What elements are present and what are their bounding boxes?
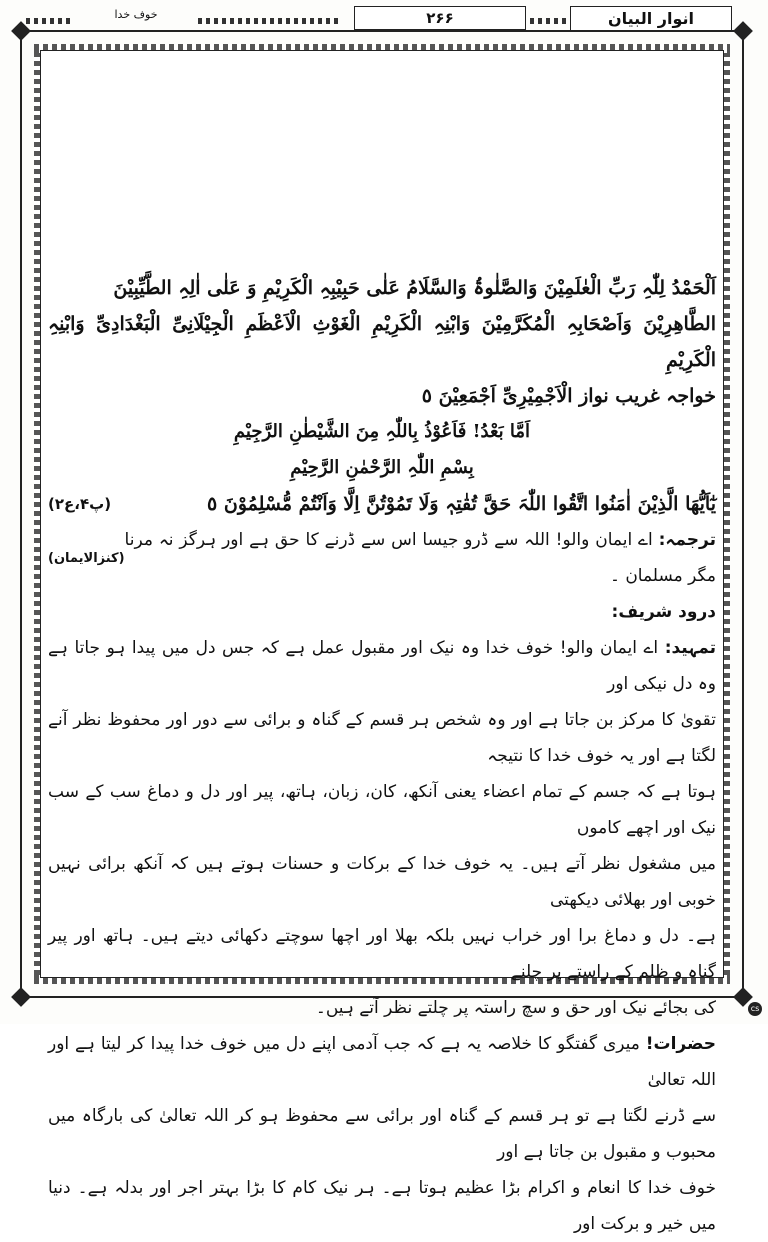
bismillah: بِسْمِ اللّٰہِ الرَّحْمٰنِ الرَّحِیْمِ: [290, 457, 474, 478]
hazrat-line-2: سے ڈرنے لگتا ہے تو ہر قسم کے گناہ اور برائی سے محفوظ ہو کر اللہ تعالیٰ کی بارگاہ میں محبوب و مقبول بن جاتا ہے اور: [48, 1106, 716, 1162]
page-header: [26, 4, 738, 32]
intro-line-1: [48, 630, 716, 702]
translation-row: [48, 522, 716, 594]
header-ornament-right: [530, 18, 570, 24]
intro-label: تمہید:: [664, 638, 716, 658]
opening-line-1: اَلْحَمْدُ لِلّٰہِ رَبِّ الْعٰلَمِیْنَ وَالصَّلٰوۃُ وَالسَّلَامُ عَلٰی حَبِیْبِہِ الْکَرِیْمِ وَ عَلٰی اٰلِہِ الطَّیِّبِیْنَ: [113, 277, 716, 299]
hazrat-label: حضرات!: [645, 1034, 717, 1054]
book-title: انوار البیان: [570, 6, 732, 31]
translation-source: (کنزالایمان): [48, 550, 125, 566]
intro-line-5: ہے۔ دل و دماغ برا اور خراب نہیں بلکہ بھلا اور اچھا سوچتے دکھائی دیتے ہیں۔ ہاتھ اور پیر گناہ و ظلم کے راستے پر چلنے: [48, 926, 716, 982]
hazrat-text: میری گفتگو کا خلاصہ یہ ہے کہ جب آدمی اپنے دل میں خوف خدا پیدا کر لیتا ہے اور اللہ تعالیٰ: [48, 1034, 716, 1090]
translation-label: ترجمہ:: [658, 530, 716, 550]
intro-text: اے ایمان والو! خوف خدا وہ نیک اور مقبول عمل ہے کہ جس دل میں پیدا ہو جاتا ہے وہ دل نیکی اور: [48, 638, 716, 694]
translation: [125, 522, 716, 594]
amma-badu: اَمَّا بَعْدُ! فَاَعُوْذُ بِاللّٰہِ مِنَ الشَّیْطٰنِ الرَّجِیْمِ: [233, 421, 531, 442]
header-chapter-title: خوف خدا: [114, 8, 158, 21]
translation-text: اے ایمان والو! اللہ سے ڈرو جیسا اس سے ڈرنے کا حق ہے اور ہرگز نہ مرنا مگر مسلمان ۔: [124, 530, 716, 586]
quran-verse: یٰٓاَیُّھَا الَّذِیْنَ اٰمَنُوا اتَّقُوا اللّٰہَ حَقَّ تُقٰتِہٖ وَلَا تَمُوْتُنَّ اِلَّا وَاَنْتُمْ مُّسْلِمُوْنَ ٥: [207, 493, 716, 515]
intro-line-4: میں مشغول نظر آتے ہیں۔ یہ خوف خدا کے برکات و حسنات ہوتے ہیں کہ آنکھ برائی نہیں خوبی اور بھلائی دیکھتی: [48, 854, 716, 910]
opening-line-2: الطَّاھِرِیْنَ وَاَصْحَابِہِ الْمُکَرَّمِیْنَ وَابْنِہِ الْکَرِیْمِ الْغَوْثِ الْاَعْظَمِ الْجِیْلَانِیِّ الْبَغْدَادِیِّ وَابْنِہِ الْکَرِیْمِ: [48, 313, 716, 371]
verse-reference: (پ۴،ع۲): [48, 495, 112, 513]
durood-heading: درود شریف:: [611, 602, 716, 622]
scanner-watermark-icon: cs: [748, 1002, 762, 1016]
header-ornament-middle: [198, 18, 338, 24]
quran-verse-row: [48, 486, 716, 522]
hazrat-line-1: [48, 1026, 716, 1098]
page-content: [48, 270, 716, 1242]
intro-line-6: کی بجائے نیک اور حق و سچ راستہ پر چلتے نظر آتے ہیں۔: [315, 998, 716, 1018]
header-ornament-left: [26, 18, 74, 24]
intro-line-3: ہوتا ہے کہ جسم کے تمام اعضاء یعنی آنکھ، کان، زبان، ہاتھ، پیر اور دل و دماغ سب کے سب نیک اور اچھے کاموں: [48, 782, 716, 838]
page-number: ۲۶۶: [354, 6, 526, 30]
hazrat-line-3: خوف خدا کا انعام و اکرام بڑا عظیم ہوتا ہے۔ ہر نیک کام کا بڑا بہتر اجر اور بدلہ ہے۔ دنیا میں خیر و برکت اور: [48, 1178, 716, 1234]
opening-line-3: خواجہ غریب نواز الْاَجْمِیْرِیِّ اَجْمَعِیْنَ ٥: [421, 385, 716, 407]
intro-line-2: تقویٰ کا مرکز بن جاتا ہے اور وہ شخص ہر قسم کے گناہ و برائی سے دور اور محفوظ نظر آنے لگتا ہے اور یہ خوف خدا کا نتیجہ: [48, 710, 716, 766]
